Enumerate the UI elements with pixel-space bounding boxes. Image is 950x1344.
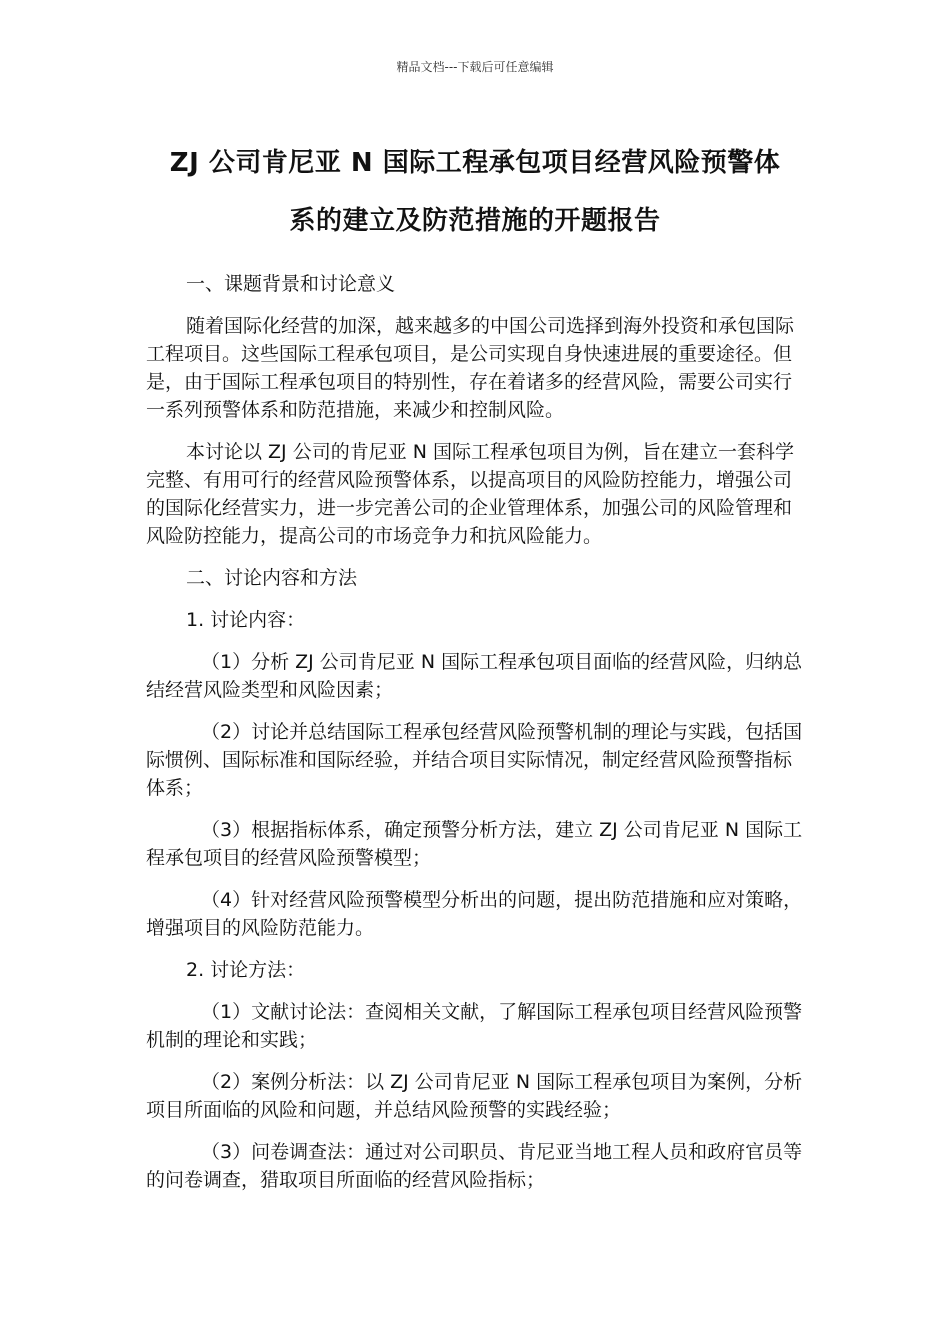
header-note: 精品文档---下载后可任意编辑 xyxy=(396,60,554,74)
content-item-4: （4）针对经营风险预警模型分析出的问题，提出防范措施和应对策略，增强项目的风险防范能力。 xyxy=(146,889,803,939)
section-2-heading: 二、讨论内容和方法 xyxy=(186,567,358,589)
document-body xyxy=(146,270,808,1208)
title-line-1: ZJ 公司肯尼亚 N 国际工程承包项目经营风险预警体 xyxy=(169,148,781,178)
method-item-3: （3）问卷调查法：通过对公司职员、肯尼亚当地工程人员和政府官员等的问卷调查，猎取项目所面临的经营风险指标； xyxy=(146,1141,803,1191)
section-1-heading: 一、课题背景和讨论意义 xyxy=(186,273,396,295)
content-item-1: （1）分析 ZJ 公司肯尼亚 N 国际工程承包项目面临的经营风险，归纳总结经营风险类型和风险因素； xyxy=(146,651,803,701)
document-title xyxy=(120,134,830,250)
content-item-2: （2）讨论并总结国际工程承包经营风险预警机制的理论与实践，包括国际惯例、国际标准和国际经验，并结合项目实际情况，制定经营风险预警指标体系； xyxy=(146,721,803,799)
method-subheading: 2. 讨论方法： xyxy=(186,959,306,981)
content-item-3: （3）根据指标体系，确定预警分析方法，建立 ZJ 公司肯尼亚 N 国际工程承包项目的经营风险预警模型； xyxy=(146,819,803,869)
method-item-1: （1）文献讨论法：查阅相关文献，了解国际工程承包项目经营风险预警机制的理论和实践； xyxy=(146,1001,803,1051)
section-1-paragraph-2: 本讨论以 ZJ 公司的肯尼亚 N 国际工程承包项目为例，旨在建立一套科学完整、有用可行的经营风险预警体系，以提高项目的风险防控能力，增强公司的国际化经营实力，进一步完善公司的企业管理体系，加强公司的风险管理和风险防控能力，提高公司的市场竞争力和抗风险能力。 xyxy=(146,441,794,547)
content-subheading: 1. 讨论内容： xyxy=(186,609,306,631)
method-item-2: （2）案例分析法：以 ZJ 公司肯尼亚 N 国际工程承包项目为案例，分析项目所面临的风险和问题，并总结风险预警的实践经验； xyxy=(146,1071,803,1121)
title-line-2: 系的建立及防范措施的开题报告 xyxy=(289,206,661,236)
section-1-paragraph-1: 随着国际化经营的加深，越来越多的中国公司选择到海外投资和承包国际工程项目。这些国际工程承包项目，是公司实现自身快速进展的重要途径。但是，由于国际工程承包项目的特别性，存在着诸多的经营风险，需要公司实行一系列预警体系和防范措施，来减少和控制风险。 xyxy=(146,315,795,421)
